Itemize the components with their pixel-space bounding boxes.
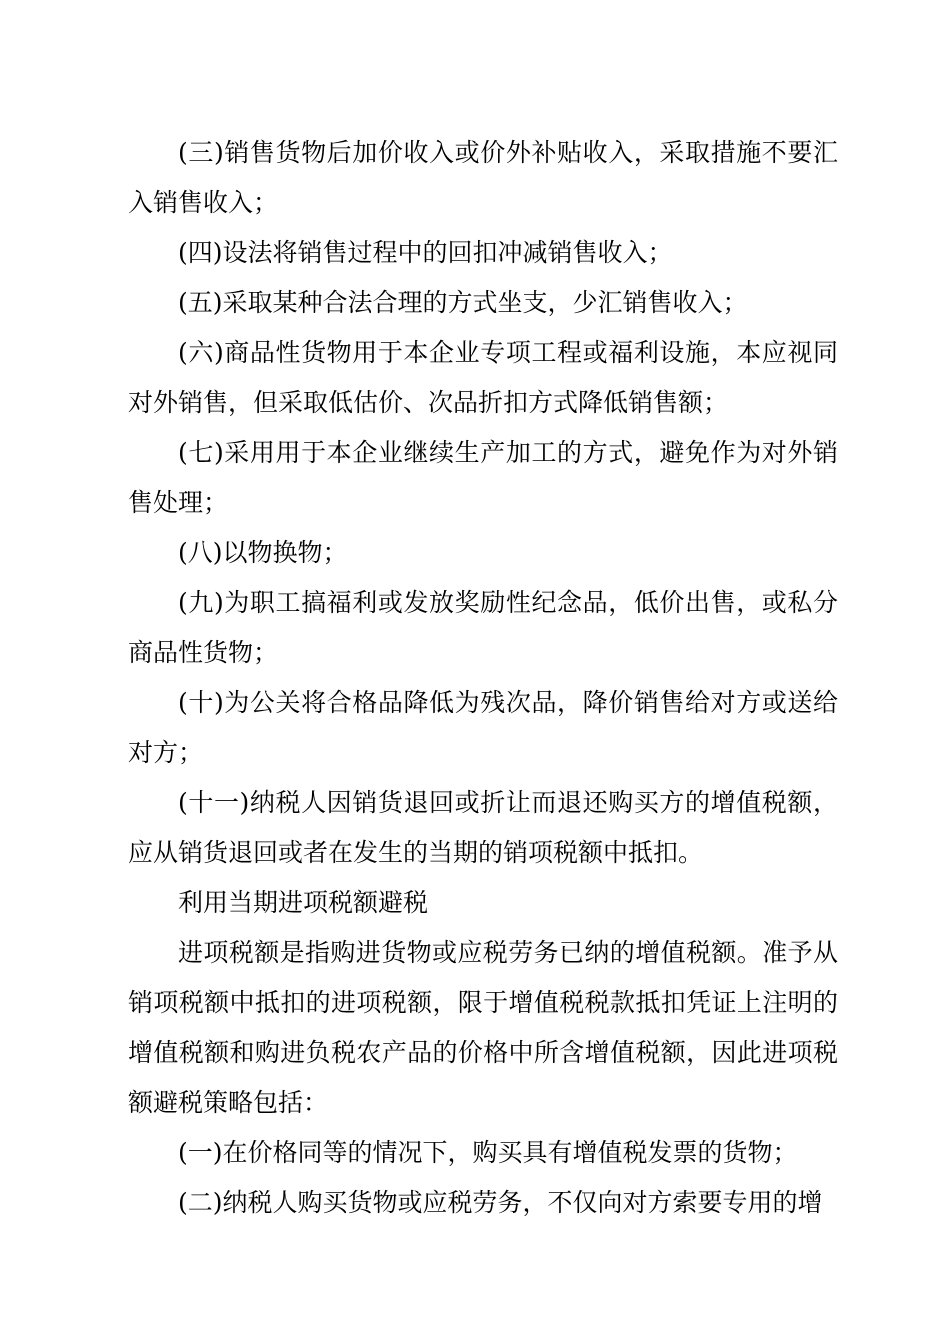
section-heading: 利用当期进项税额避税 <box>178 888 429 917</box>
paragraph-strategy-2: (二)纳税人购买货物或应税劳务，不仅向对方索要专用的增 <box>178 1188 823 1217</box>
paragraph-9: (九)为职工搞福利或发放奖励性纪念品，低价出售，或私分商品性货物； <box>128 588 838 667</box>
paragraph-3: (三)销售货物后加价收入或价外补贴收入，采取措施不要汇入销售收入； <box>128 138 838 217</box>
paragraph-strategy-1: (一)在价格同等的情况下，购买具有增值税发票的货物； <box>178 1138 798 1167</box>
paragraph-8: (八)以物换物； <box>178 538 348 567</box>
paragraph-10: (十)为公关将合格品降低为残次品，降价销售给对方或送给对方； <box>128 688 838 767</box>
document-page <box>128 128 838 1228</box>
paragraph-input-tax: 进项税额是指购进货物或应税劳务已纳的增值税额。准予从销项税额中抵扣的进项税额，限于增值税税款抵扣凭证上注明的增值税额和购进负税农产品的价格中所含增值税额，因此进项税额避税策略包括： <box>128 938 838 1117</box>
paragraph-11: (十一)纳税人因销货退回或折让而退还购买方的增值税额，应从销货退回或者在发生的当期的销项税额中抵扣。 <box>128 788 838 867</box>
paragraph-5: (五)采取某种合法合理的方式坐支，少汇销售收入； <box>178 288 748 317</box>
paragraph-6: (六)商品性货物用于本企业专项工程或福利设施，本应视同对外销售，但采取低估价、次品折扣方式降低销售额； <box>128 338 838 417</box>
paragraph-7: (七)采用用于本企业继续生产加工的方式，避免作为对外销售处理； <box>128 438 838 517</box>
paragraph-4: (四)设法将销售过程中的回扣冲减销售收入； <box>178 238 673 267</box>
